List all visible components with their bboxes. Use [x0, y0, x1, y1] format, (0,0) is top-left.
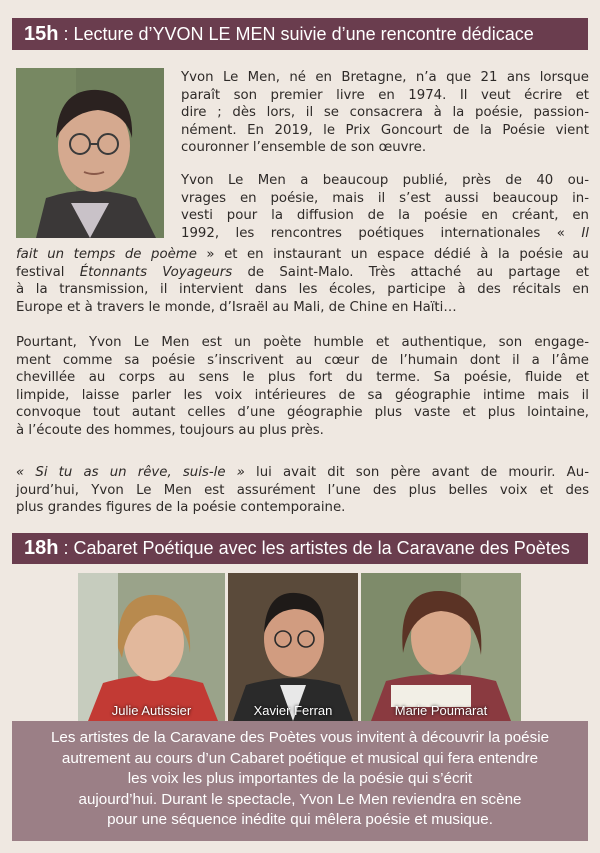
- bio-paragraph-3: [16, 334, 589, 440]
- yvon-le-men-portrait: [16, 68, 164, 238]
- artist-name: Marie Poumarat: [394, 703, 488, 718]
- footer-line: les voix les plus importantes de la poésie qui s’écrit: [127, 770, 473, 788]
- text-line: [16, 246, 589, 264]
- text-line: couronner l’ensemble de son œuvre.: [181, 140, 427, 156]
- text-line: [181, 225, 589, 243]
- text-line: chevillée au corps au sens le plus fort du terme. Sa poésie, fluide et: [16, 370, 589, 386]
- text-line: jourd’hui, Yvon Le Men est assurément l’une des plus belles voix et des: [16, 482, 589, 498]
- session1-title: : Lecture d’YVON LE MEN suivie d’une rencontre dédicace: [58, 24, 534, 44]
- footer-line: autrement au cours d’un Cabaret poétique et musical qui fera entendre: [61, 749, 539, 767]
- session1-banner: [12, 18, 588, 50]
- festival-name-italic: Étonnants Voyageurs: [79, 264, 233, 280]
- bio-paragraph-2-continued: [16, 246, 589, 316]
- text-line: vrages en poésie, mais il s’est aussi beaucoup in-: [181, 190, 589, 206]
- session2-title: : Cabaret Poétique avec les artistes de la Caravane des Poètes: [58, 538, 570, 558]
- session1-time: 15h: [24, 23, 59, 45]
- artist-name: Julie Autissier: [111, 703, 192, 718]
- text-line: à la transmission, il intervient dans les écoles, participe à des récitals en: [16, 282, 589, 298]
- text-line: limpide, laisse parler les voix intérieures de sa géographie intime mais il: [16, 387, 589, 403]
- text-line: convoque tout autant celles d’une géographie plus vaste et plus lointaine,: [16, 405, 589, 421]
- text-segment: de Saint-Malo. Très attaché au partage et: [232, 264, 589, 280]
- text-line: Europe et à travers le monde, d’Israël au Mali, de Chine en Haïti…: [16, 299, 457, 315]
- text-line: paraît son premier livre en 1974. Il veut écrire et: [181, 87, 589, 103]
- artist-photo-xavier-ferran: [228, 573, 358, 721]
- footer-line: aujourd’hui. Durant le spectacle, Yvon Le Men reviendra en scène: [78, 790, 522, 808]
- text-segment: festival: [16, 264, 80, 280]
- festival-name-italic: Il: [581, 225, 589, 241]
- text-line: [16, 464, 589, 482]
- festival-name-italic: fait un temps de poème: [16, 247, 197, 262]
- text-line: nément. En 2019, le Prix Goncourt de la Poésie vient: [181, 122, 589, 138]
- bio-paragraph-4: [16, 464, 589, 517]
- text-line: plus grandes figures de la poésie contemporaine.: [16, 500, 346, 516]
- text-line: à l’écoute des hommes, toujours au plus près.: [16, 422, 324, 438]
- text-segment: lui avait dit son père avant de mourir. Au-: [244, 465, 589, 480]
- artist-photo-marie-poumarat: [361, 573, 521, 721]
- artist-name: Xavier Ferran: [253, 703, 333, 718]
- text-line: dire ; dès lors, il se consacrera à la poésie, passion-: [181, 105, 589, 121]
- text-line: Yvon Le Men a beaucoup publié, près de 40 ou-: [181, 173, 589, 188]
- footer-line: pour une séquence inédite qui mêlera poésie et musique.: [107, 811, 493, 829]
- bio-paragraph-1: [181, 69, 589, 157]
- text-line: ment comme sa poésie s’inscrivent au cœur de l’humain dont il a l’âme: [16, 352, 589, 368]
- artist-photo-julie-autissier: [78, 573, 225, 721]
- text-segment: 1992, les rencontres poétiques internationales «: [181, 225, 582, 241]
- text-line: Pourtant, Yvon Le Men est un poète humble et authentique, son engage-: [16, 335, 589, 350]
- session2-time: 18h: [24, 537, 59, 559]
- text-segment: » et en instaurant un espace dédié à la poésie au: [196, 247, 589, 262]
- quote-italic: « Si tu as un rêve, suis-le »: [16, 465, 245, 480]
- footer-line: Les artistes de la Caravane des Poètes vous invitent à découvrir la poésie: [50, 729, 550, 746]
- text-line: vesti pour la diffusion de la poésie en créant, en: [181, 208, 589, 224]
- text-line: [16, 264, 589, 282]
- session2-banner: [12, 533, 588, 564]
- bio-paragraph-2: [181, 172, 589, 242]
- text-line: Yvon Le Men, né en Bretagne, n’a que 21 ans lorsque: [181, 70, 589, 85]
- cabaret-description: [12, 721, 588, 841]
